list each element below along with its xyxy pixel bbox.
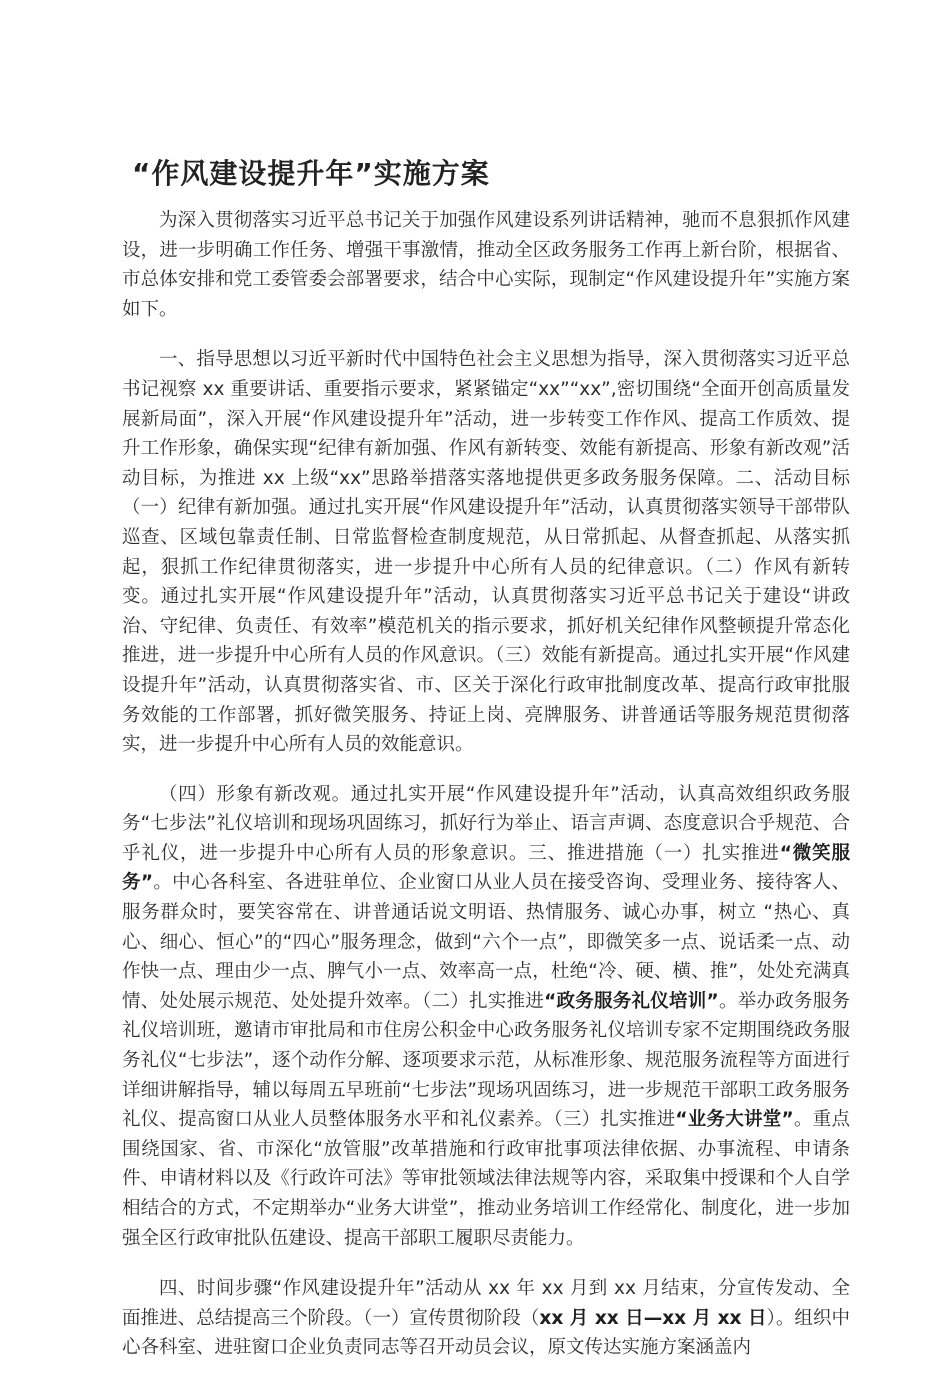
paragraph-text: 。举办政务服务礼仪培训班，邀请市审批局和市住房公积金中心政务服务礼仪培训专家不定期围绕政务服务礼仪“七步法”，逐个动作分解、逐项要求示范，从标准形象、规范服务流程等方面进行详细讲解指导，辅以每周五早班前“七步法”现场巩固练习，进一步规范干部职工政务服务礼仪、提高窗口从业人员整体服务水平和礼仪素养。（三）扎实推进 [122, 990, 850, 1131]
paragraph-text: 。重点围绕国家、省、市深化“放管服”改革措施和行政审批事项法律依据、办事流程、申请条件、申请材料以及《行政许可法》等审批领域法律法规等内容，采取集中授课和个人自学相结合的方式，不定期举办“业务大讲堂”，推动业务培训工作经常化、制度化，进一步加强全区行政审批队伍建设、提高干部职工履职尽责能力。 [122, 1109, 850, 1249]
paragraph-text: （四）形象有新改观。通过扎实开展“作风建设提升年”活动，认真高效组织政务服务“七步法”礼仪培训和现场巩固练习，抓好行为举止、语言声调、态度意识合乎规范、合乎礼仪，进一步提升中心所有人员的形象意识。三、推进措施（一）扎实推进 [122, 783, 850, 864]
paragraph-guiding-thought [122, 345, 850, 759]
document-title: “作风建设提升年”实施方案 [132, 157, 490, 190]
paragraph-text: 四、时间步骤“作风建设提升年”活动从 xx 年 xx 月到 xx 月结束，分宣传发动、全面推进、总结提高三个阶段。（一）宣传贯彻阶段（ [122, 1278, 850, 1329]
paragraph-text: ）。组织中心各科室、进驻窗口企业负责同志等召开动员会议，原文传达实施方案涵盖内 [122, 1307, 850, 1359]
paragraph-timeline [122, 1274, 850, 1363]
bold-phrase-business-lecture: “业务大讲堂” [675, 1109, 794, 1131]
bold-phrase-etiquette-training: “政务服务礼仪培训” [544, 990, 719, 1012]
bold-phrase-date-range: xx 月 xx 日—xx 月 xx 日 [539, 1307, 767, 1329]
paragraph-text: 。中心各科室、各进驻单位、企业窗口从业人员在接受咨询、受理业务、接待客人、服务群众时，要笑容常在、讲普通话说文明语、热情服务、诚心办事，树立 “热心、真心、细心、恒心”的“四心”服务理念，做到“六个一点”，即微笑多一点、说话柔一点、动作快一点、理由少一点、脾气小一点、效率高一点，杜绝“冷、硬、横、推”，处处充满真情、处处展示规范、处处提升效率。（二）扎实推进 [122, 872, 850, 1012]
document-body [122, 206, 850, 1384]
paragraph-text: 为深入贯彻落实习近平总书记关于加强作风建设系列讲话精神，驰而不息狠抓作风建设，进一步明确工作任务、增强干事激情，推动全区政务服务工作再上新台阶，根据省、市总体安排和党工委管委会部署要求，结合中心实际，现制定“作风建设提升年”实施方案如下。 [122, 210, 850, 320]
paragraph-measures [122, 780, 850, 1254]
paragraph-intro [122, 206, 850, 324]
bold-phrase-smile-service: “微笑服务” [122, 842, 850, 894]
paragraph-text: 一、指导思想以习近平新时代中国特色社会主义思想为指导，深入贯彻落实习近平总书记视察 xx 重要讲话、重要指示要求，紧紧锚定“xx”“xx”,密切围绕“全面开创高质量发展新局面”，深入开展“作风建设提升年”活动，进一步转变工作作风、提高工作质效、提升工作形象，确保实现“纪律有新加强、作风有新转变、效能有新提高、形象有新改观”活动目标，为推进 xx 上级“xx”思路举措落实落地提供更多政务服务保障。二、活动目标（一）纪律有新加强。通过扎实开展“作风建设提升年”活动，认真贯彻落实领导干部带队巡查、区域包靠责任制、日常监督检查制度规范，从日常抓起、从督查抓起、从落实抓起，狠抓工作纪律贯彻落实，进一步提升中心所有人员的纪律意识。（二）作风有新转变。通过扎实开展“作风建设提升年”活动，认真贯彻落实习近平总书记关于建设“讲政治、守纪律、负责任、有效率”模范机关的指示要求，抓好机关纪律作风整顿提升常态化推进，进一步提升中心所有人员的作风意识。（三）效能有新提高。通过扎实开展“作风建设提升年”活动，认真贯彻落实省、市、区关于深化行政审批制度改革、提高行政审批服务效能的工作部署，抓好微笑服务、持证上岗、亮牌服务、讲普通话等服务规范贯彻落实，进一步提升中心所有人员的效能意识。 [122, 349, 850, 756]
